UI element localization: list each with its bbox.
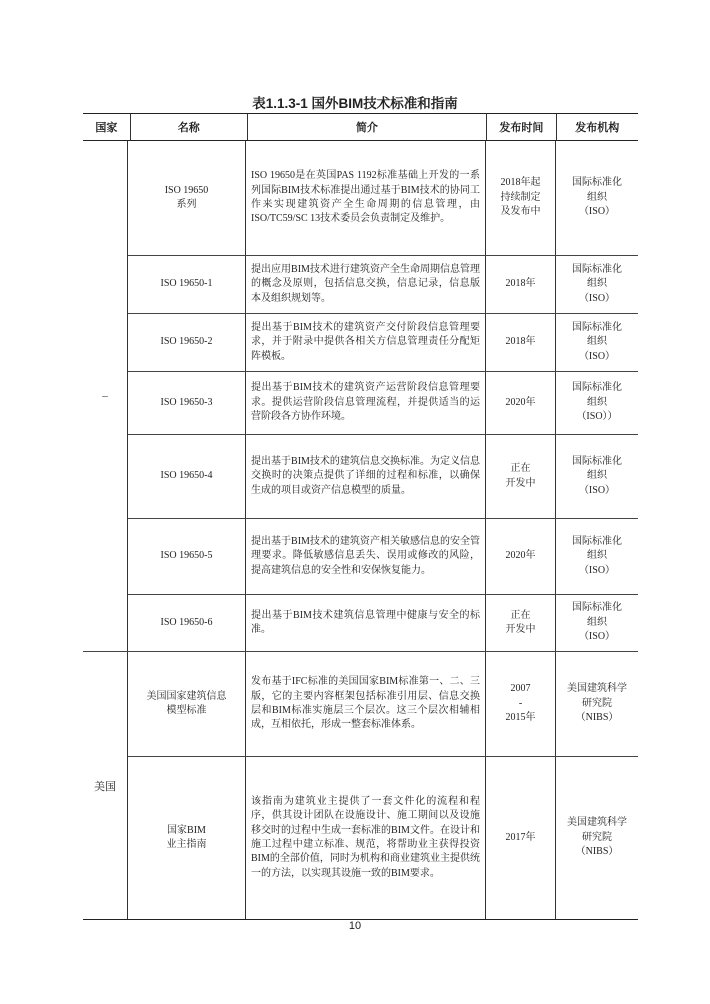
row-intro: 提出基于BIM技术建筑信息管理中健康与安全的标准。 bbox=[246, 595, 486, 651]
row-intro: 提出基于BIM技术的建筑资产运营阶段信息管理要求。提供运营阶段信息管理流程，并提供适当的运营阶段各方协作环境。 bbox=[246, 372, 486, 434]
row-date: 正在 开发中 bbox=[505, 609, 536, 635]
header-name: 名称 bbox=[131, 114, 248, 140]
row-org: 国际标准化 组织 （ISO） bbox=[572, 321, 622, 362]
row-intro: 提出基于BIM技术的建筑信息交换标准。为定义信息交换时的决策点提供了详细的过程和标准，以确保生成的项目或资产信息模型的质量。 bbox=[246, 435, 486, 518]
row-name: ISO 19650-6 bbox=[160, 616, 213, 628]
row-org: 国际标准化 组织 （ISO） bbox=[572, 263, 622, 304]
header-org: 发布机构 bbox=[575, 122, 620, 134]
row-date: 2018年 bbox=[505, 278, 536, 290]
row-date: 正在 开发中 bbox=[505, 463, 536, 489]
row-name: 美国国家建筑信息 模型标准 bbox=[146, 690, 227, 716]
row-org: 国际标准化 组织 （ISO） bbox=[572, 535, 622, 576]
table-row bbox=[128, 652, 638, 757]
table-row bbox=[128, 519, 638, 595]
row-name: 国家BIM 业主指南 bbox=[166, 824, 207, 850]
row-name: ISO 19650-3 bbox=[160, 396, 213, 408]
table-row bbox=[128, 314, 638, 372]
row-name: ISO 19650-5 bbox=[160, 550, 213, 562]
country-cell: 美国 bbox=[83, 652, 128, 919]
page-number: 10 bbox=[348, 920, 362, 932]
row-intro: 提出应用BIM技术进行建筑资产全生命周期信息管理的概念及原则，包括信息交换，信息记录，信息版本及组织规划等。 bbox=[246, 256, 486, 313]
row-date: 2020年 bbox=[505, 396, 536, 408]
country-cell: – bbox=[83, 141, 128, 651]
row-date: 2017年 bbox=[505, 831, 536, 843]
table-row bbox=[128, 435, 638, 519]
header-date: 发布时间 bbox=[487, 114, 557, 140]
table-title: 表1.1.3-1 国外BIM技术标准和指南 bbox=[252, 96, 458, 111]
row-name: ISO 19650 系列 bbox=[164, 184, 209, 210]
table-row bbox=[128, 256, 638, 314]
row-date: 2020年 bbox=[505, 550, 536, 562]
row-intro: 提出基于BIM技术的建筑资产交付阶段信息管理要求，并于附录中提供各相关方信息管理责任分配矩阵模板。 bbox=[246, 314, 486, 371]
header-country: 国家 bbox=[83, 114, 131, 140]
row-org: 美国建筑科学 研究院 （NIBS） bbox=[567, 683, 627, 724]
row-intro: ISO 19650是在英国PAS 1192标准基础上开发的一系列国际BIM技术标准提出通过基于BIM技术的协同工作来实现建筑资产全生命周期的信息管理，由ISO/TC59/SC 13技术委员会负责制定及维护。 bbox=[246, 141, 486, 255]
table-group-international bbox=[83, 141, 638, 652]
row-intro: 发布基于IFC标准的美国国家BIM标准第一、二、三版，它的主要内容框架包括标准引用层、信息交换层和BIM标准实施层三个层次。这三个层次相辅相成，互相依托，形成一整套标准体系。 bbox=[246, 652, 486, 756]
row-date: 2007 - 2015年 bbox=[505, 683, 536, 724]
row-name: ISO 19650-4 bbox=[160, 470, 213, 482]
row-org: 国际标准化 组织 （ISO） bbox=[572, 177, 622, 218]
row-name: ISO 19650-2 bbox=[160, 336, 213, 348]
row-intro: 提出基于BIM技术的建筑资产相关敏感信息的安全管理要求。降低敏感信息丢失、误用或修改的风险，提高建筑信息的安全性和安保恢复能力。 bbox=[246, 519, 486, 594]
row-name: ISO 19650-1 bbox=[160, 278, 213, 290]
row-org: 美国建筑科学 研究院 （NIBS） bbox=[567, 817, 627, 858]
header-intro: 简介 bbox=[248, 114, 487, 140]
table-row bbox=[128, 595, 638, 651]
row-org: 国际标准化 组织 （ISO） bbox=[572, 455, 622, 496]
row-org: 国际标准化 组织 （ISO）） bbox=[572, 382, 622, 423]
row-org: 国际标准化 组织 （ISO） bbox=[572, 602, 622, 643]
standards-table bbox=[83, 113, 638, 920]
table-group-usa bbox=[83, 652, 638, 920]
table-row bbox=[128, 141, 638, 256]
table-row bbox=[128, 372, 638, 435]
row-date: 2018年 bbox=[505, 336, 536, 348]
table-header bbox=[83, 113, 638, 141]
row-date: 2018年起 持续制定 及发布中 bbox=[500, 177, 541, 218]
row-intro: 该指南为建筑业主提供了一套文件化的流程和程序，供其设计团队在设施设计、施工期间以及设施移交时的过程中生成一套标准的BIM文件。在设计和施工过程中建立标准、规范，将帮助业主获得投资BIM的全部价值，同时为机构和商业建筑业主提供统一的方法，以实现其设施一致的BIM要求。 bbox=[246, 757, 486, 919]
table-row bbox=[128, 757, 638, 919]
